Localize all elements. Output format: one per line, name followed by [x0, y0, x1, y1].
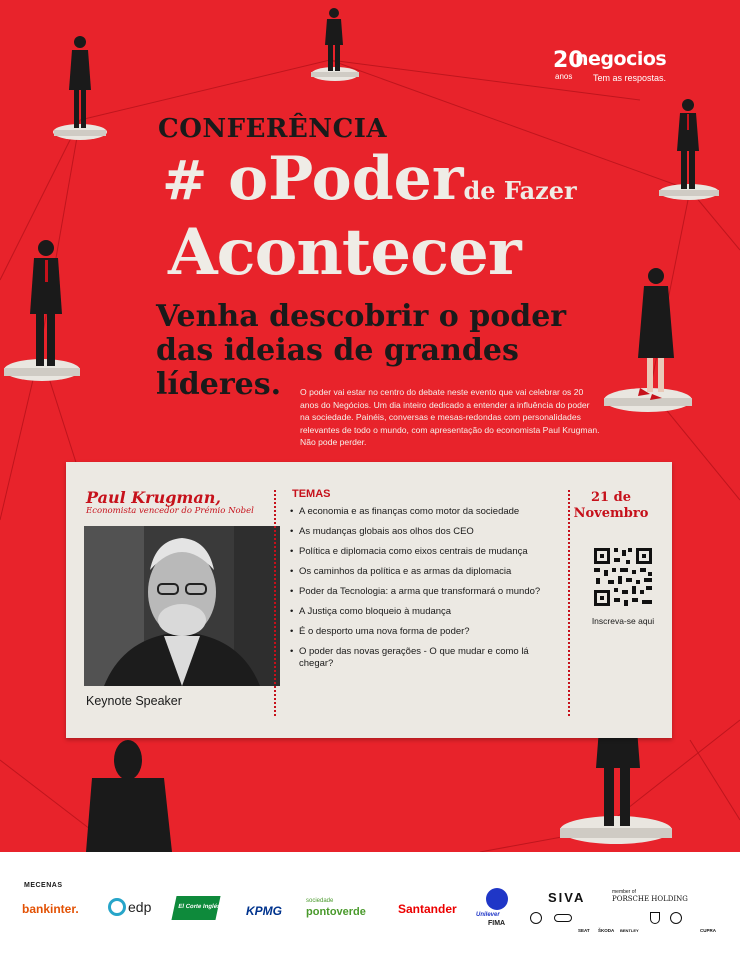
edp-logo: edp	[128, 899, 152, 915]
brand-tagline: Tem as respostas.	[593, 73, 667, 83]
edp-icon	[108, 898, 126, 916]
topic-item: • Os caminhos da política e as armas da diplomacia	[290, 566, 552, 578]
bentley-label: BENTLEY	[620, 928, 639, 933]
headline-line-1	[162, 146, 577, 224]
speaker-photo	[84, 526, 280, 686]
porsche-crest-icon	[650, 912, 660, 924]
brand-anos: anos	[555, 72, 573, 81]
divider-right	[568, 490, 570, 716]
sponsors-footer	[0, 852, 740, 960]
kpmg-logo: KPMG	[246, 904, 282, 918]
man-figure-icon	[310, 4, 360, 84]
temas-heading: TEMAS	[292, 488, 331, 500]
seat-label: SEAT	[578, 928, 590, 933]
subheadline: Venha descobrir o poder das ideias de grandes líderes.	[156, 299, 567, 402]
fima-label: FIMA	[488, 920, 506, 927]
topic-item: • As mudanças globais aos olhos dos CEO	[290, 526, 552, 538]
audi-icon	[554, 914, 572, 922]
topic-item: • O poder das novas gerações - O que mudar e como lá chegar?	[290, 646, 552, 670]
man-figure-icon	[658, 94, 720, 204]
topic-item: • A economia e as finanças como motor da sociedade	[290, 506, 552, 518]
skoda-label: ŠKODA	[598, 928, 615, 933]
unilever-icon	[486, 888, 508, 910]
brand-number: 20	[553, 48, 584, 73]
unilever-label: Unilever	[476, 912, 500, 918]
event-date: 21 de Novembro	[573, 490, 649, 521]
topic-item: • Política e diplomacia como eixos centrais de mudança	[290, 546, 552, 558]
headline-word-poder: Poder	[268, 144, 464, 214]
siva-logo: SIVA	[548, 890, 586, 905]
el-corte-ingles-logo	[171, 896, 220, 920]
intro-paragraph: O poder vai estar no centro do debate neste evento que vai celebrar os 20 anos do Negócios. Um dia inteiro dedicado a entender a influência do poder na sociedade. Painéis, conversas e mesas-redondas com personalidades relevantes de todo o mundo, com apresentação do economista Paul Krugman. Não pode perder.	[300, 387, 600, 447]
porsche-holding-logo: PORSCHE HOLDING	[612, 895, 688, 903]
woman-figure-icon	[52, 32, 108, 142]
negocios-logo	[553, 48, 693, 88]
headline-hash: #	[162, 148, 208, 212]
topic-item: • Poder da Tecnologia: a arma que transformará o mundo?	[290, 586, 552, 598]
pontoverde-small: sociedade	[306, 898, 334, 904]
keynote-label: Keynote Speaker	[86, 694, 182, 708]
divider-left	[274, 490, 276, 716]
pontoverde-logo: pontoverde	[306, 906, 366, 918]
headline-word-de-fazer: de Fazer	[463, 176, 577, 205]
brand-name: negocios	[575, 48, 667, 70]
bankinter-logo: bankinter.	[22, 902, 79, 916]
qr-caption: Inscreva-se aqui	[591, 616, 655, 626]
speaker-name: Paul Krugman,	[86, 488, 221, 507]
vw-commercial-icon	[670, 912, 682, 924]
topic-item: • A Justiça como bloqueio à mudança	[290, 606, 552, 618]
volkswagen-icon	[530, 912, 542, 924]
headline-line-2: Acontecer	[168, 215, 521, 290]
man-figure-icon	[2, 236, 82, 386]
mecenas-label: MECENAS	[24, 882, 63, 889]
headline-word-o: o	[228, 144, 269, 214]
program-card	[66, 462, 672, 738]
cupra-label: CUPRA	[700, 928, 717, 933]
santander-logo: Santander	[398, 902, 457, 916]
conference-kicker: CONFERÊNCIA	[158, 114, 388, 144]
speaker-role: Economista vencedor do Prémio Nobel	[86, 506, 254, 516]
topics-list	[290, 506, 552, 678]
porsche-holding-small: member of	[612, 889, 636, 895]
topic-item: • É o desporto uma nova forma de poder?	[290, 626, 552, 638]
man-back-figure-icon	[86, 738, 172, 852]
el-corte-ingles-label: El Corte Inglés	[177, 904, 221, 910]
qr-code-icon[interactable]	[592, 546, 654, 608]
